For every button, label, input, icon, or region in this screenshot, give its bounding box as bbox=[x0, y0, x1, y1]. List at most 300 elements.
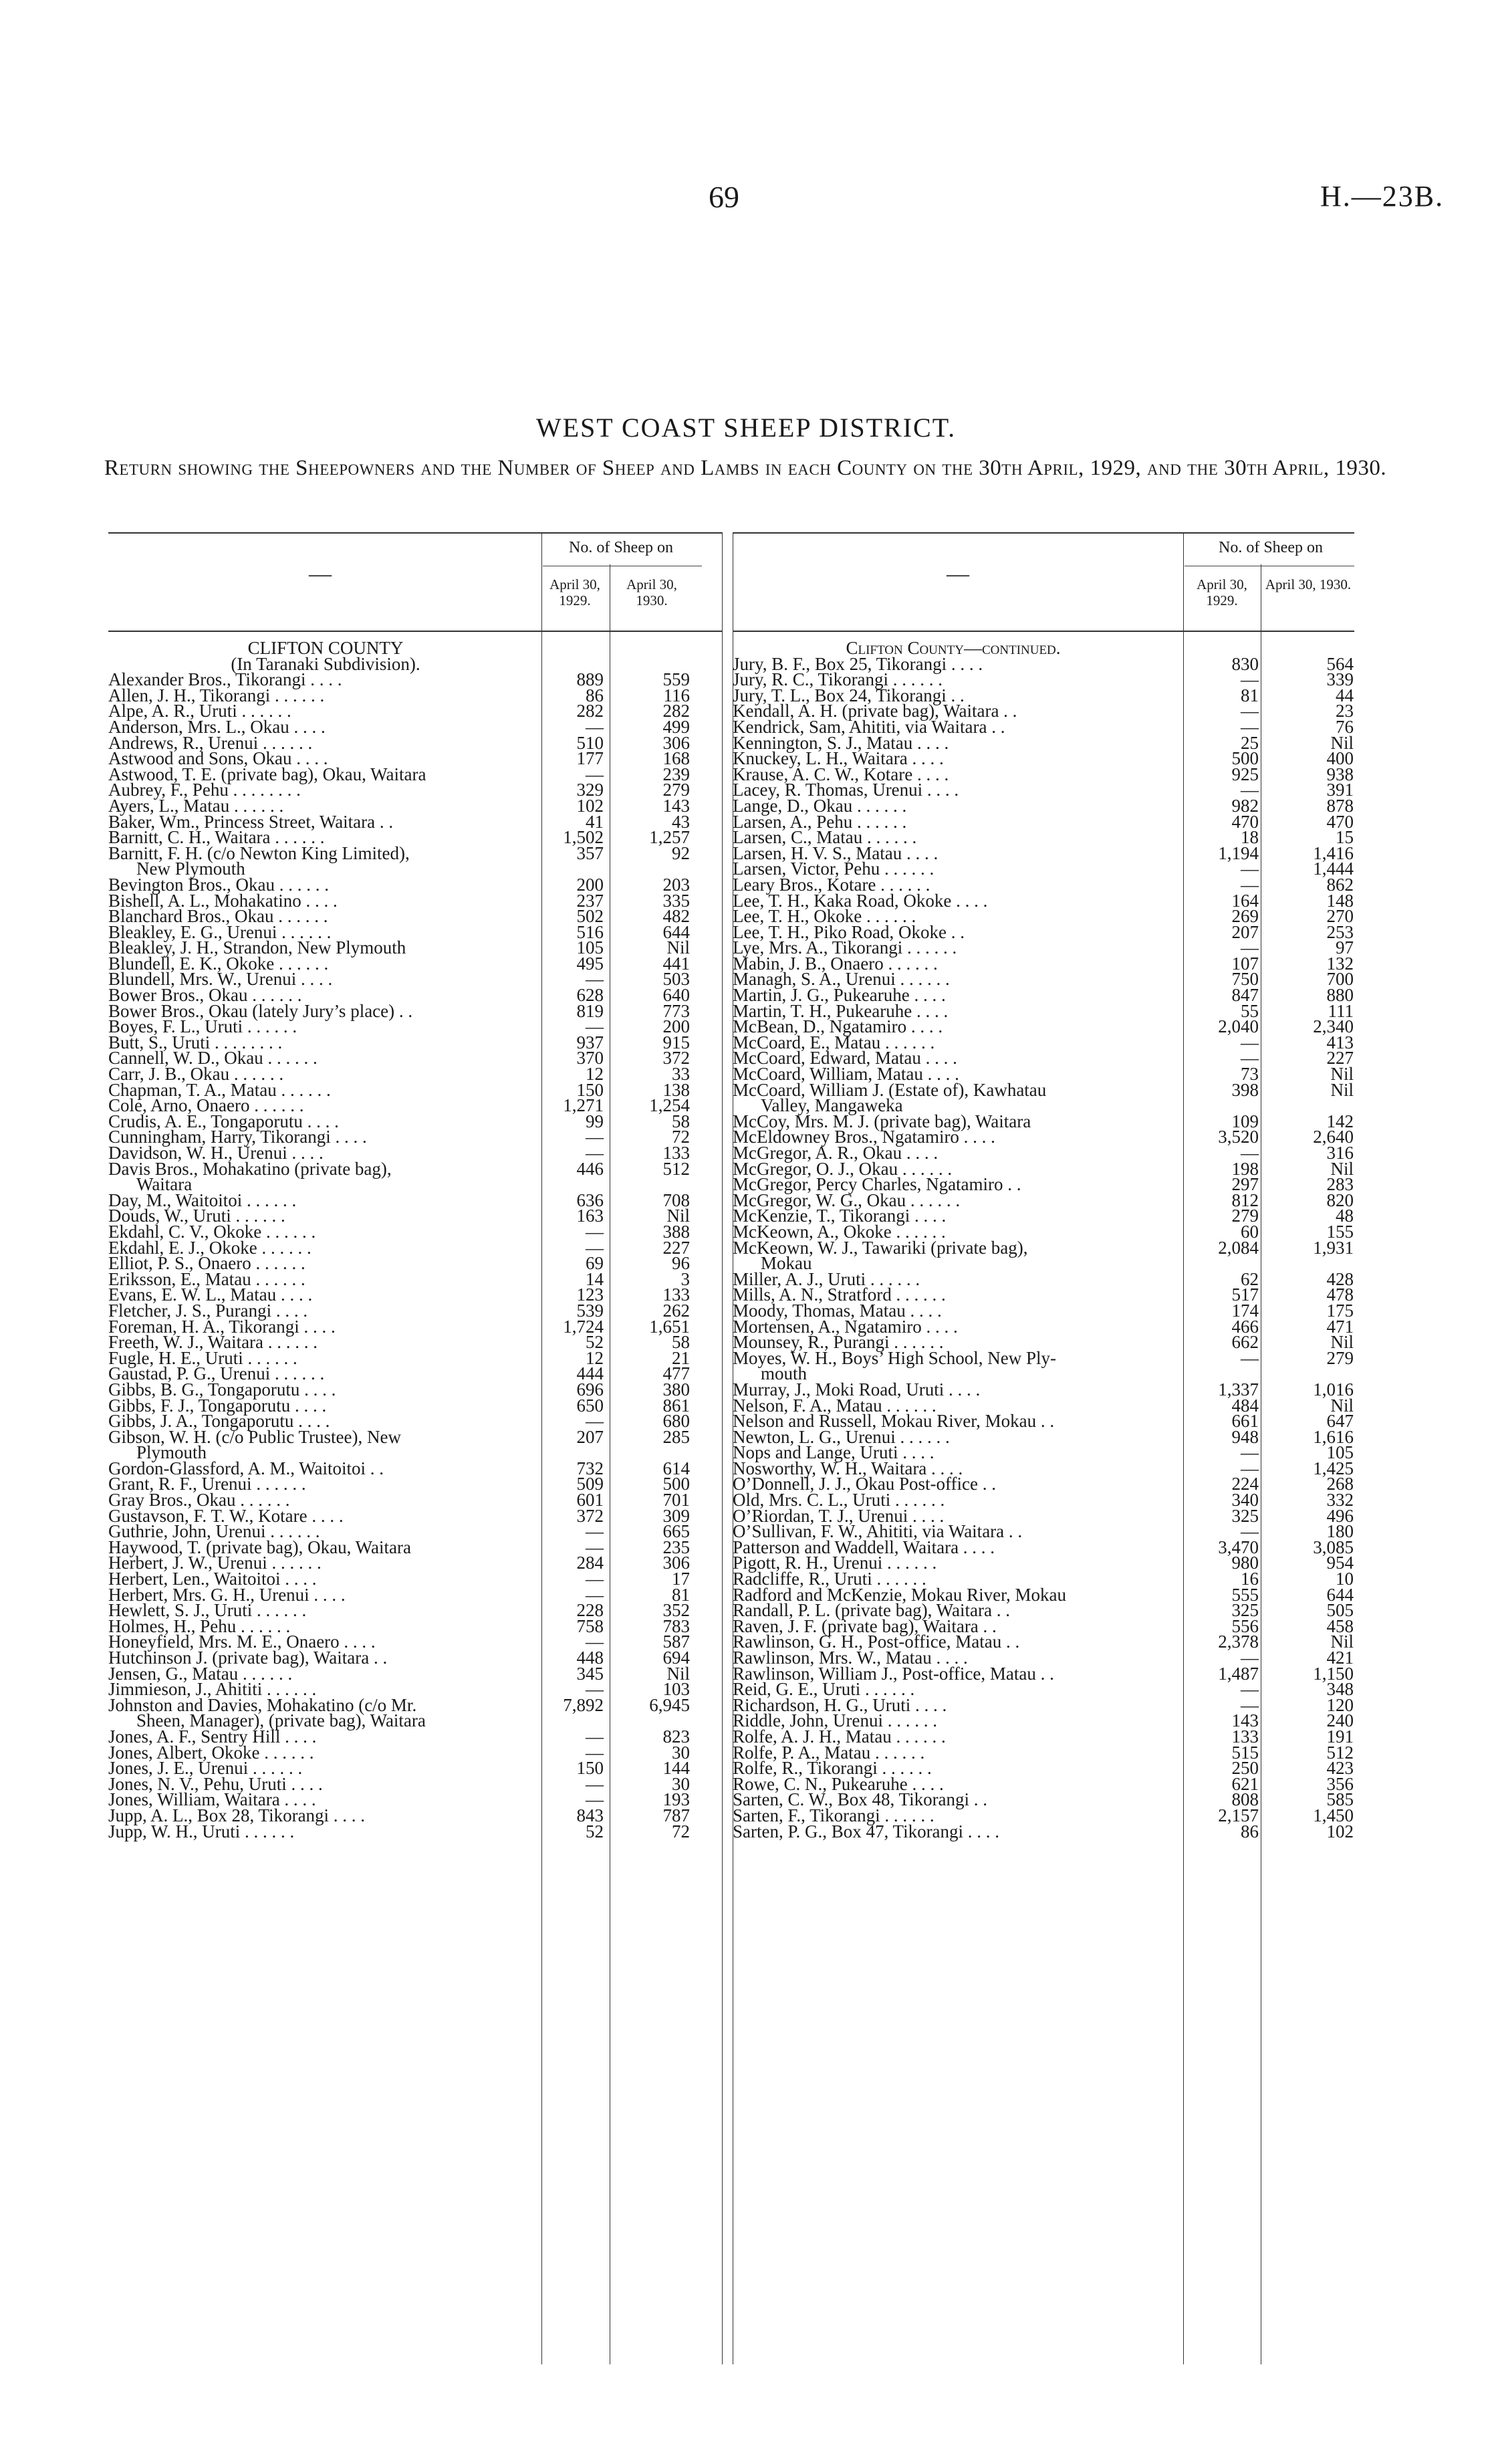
sheep-1930-value: 72 bbox=[672, 1127, 690, 1147]
sheep-1930-value: 694 bbox=[662, 1648, 690, 1668]
sheep-1929-value: 470 bbox=[1231, 811, 1259, 832]
county-heading: Clifton County—continued. bbox=[846, 638, 1061, 658]
sheep-1929-value: 466 bbox=[1231, 1316, 1259, 1337]
sheep-1930-value: 2,340 bbox=[1313, 1016, 1354, 1037]
left-table-body bbox=[108, 638, 722, 1841]
sheep-1929-value: — bbox=[1241, 1458, 1259, 1478]
sheep-1929-value: — bbox=[1241, 1521, 1259, 1542]
sheep-1930-value: 6,945 bbox=[649, 1694, 690, 1715]
name-column-header: — bbox=[309, 562, 332, 586]
owner-name: Pigott, R. H., Urenui . . . . . . bbox=[733, 1553, 937, 1573]
sheep-1929-value: 164 bbox=[1231, 890, 1259, 911]
owner-name: Waitara bbox=[136, 1174, 193, 1195]
sheep-1929-value: 25 bbox=[1241, 732, 1259, 753]
owner-name: Raven, J. F. (private bag), Waitara . . bbox=[733, 1615, 997, 1636]
sheep-1930-value: 823 bbox=[662, 1726, 690, 1747]
sheep-1930-value: 306 bbox=[662, 1553, 690, 1573]
owner-name: McGregor, W. G., Okau . . . . . . bbox=[733, 1190, 961, 1210]
sheep-1929-value: 62 bbox=[1241, 1268, 1259, 1289]
table-row bbox=[733, 1237, 1354, 1258]
sheep-1930-value: 564 bbox=[1326, 653, 1354, 674]
owner-name: Rawlinson, G. H., Post-office, Matau . . bbox=[733, 1632, 1020, 1652]
sheep-1930-value: Nil bbox=[1330, 1079, 1354, 1100]
owner-name: Radcliffe, R., Uruti . . . . . . bbox=[733, 1569, 926, 1589]
sheep-1930-value: 58 bbox=[672, 1111, 690, 1131]
owner-name: Moody, Thomas, Matau . . . . bbox=[733, 1300, 942, 1321]
sheep-1929-value: 55 bbox=[1241, 1000, 1259, 1021]
sheep-1929-value: 12 bbox=[586, 1064, 604, 1085]
owner-name: Miller, A. J., Uruti . . . . . . bbox=[733, 1268, 920, 1289]
sheep-1930-value: 1,254 bbox=[649, 1095, 690, 1116]
table-row bbox=[108, 1821, 722, 1841]
owner-name: Kendall, A. H. (private bag), Waitara . . bbox=[733, 701, 1017, 721]
owner-name: Gordon-Glassford, A. M., Waitoitoi . . bbox=[108, 1458, 384, 1478]
sheep-1929-value: — bbox=[586, 716, 604, 737]
sheep-1930-value: 133 bbox=[662, 1143, 690, 1163]
sheep-1929-value: 123 bbox=[576, 1284, 604, 1305]
sheep-1929-value: — bbox=[586, 1411, 604, 1432]
owner-name: Sarten, C. W., Box 48, Tikorangi . . bbox=[733, 1789, 988, 1810]
owner-name: Larsen, Victor, Pehu . . . . . . bbox=[733, 859, 935, 879]
sheep-1930-value: 585 bbox=[1326, 1789, 1354, 1810]
owner-name: Jones, A. F., Sentry Hill . . . . bbox=[108, 1726, 317, 1747]
sheep-1929-value: 12 bbox=[586, 1347, 604, 1368]
sheep-1929-value: 509 bbox=[576, 1474, 604, 1494]
sheep-1929-value: 628 bbox=[576, 985, 604, 1006]
sheep-1930-value: 458 bbox=[1326, 1615, 1354, 1636]
owner-name: Cannell, W. D., Okau . . . . . . bbox=[108, 1048, 318, 1069]
owner-name: O’Riordan, T. J., Urenui . . . . bbox=[733, 1505, 945, 1526]
owner-name: Lee, T. H., Okoke . . . . . . bbox=[733, 906, 916, 927]
sheep-1929-value: 284 bbox=[576, 1553, 604, 1573]
sheep-1930-value: 105 bbox=[1326, 1442, 1354, 1463]
sheep-1930-value: 339 bbox=[1326, 669, 1354, 690]
owner-name: Alexander Bros., Tikorangi . . . . bbox=[108, 669, 342, 690]
owner-name: McGregor, A. R., Okau . . . . bbox=[733, 1143, 939, 1163]
page-number: 69 bbox=[709, 180, 739, 214]
sheep-1930-value: 155 bbox=[1326, 1221, 1354, 1242]
sheep-1930-value: Nil bbox=[1330, 1395, 1354, 1416]
owner-name: Carr, J. B., Okau . . . . . . bbox=[108, 1064, 284, 1085]
owner-name: McEldowney Bros., Ngatamiro . . . . bbox=[733, 1127, 995, 1147]
sheep-1930-value: 23 bbox=[1336, 701, 1354, 721]
owner-name: Hutchinson J. (private bag), Waitara . . bbox=[108, 1648, 388, 1668]
sheep-1930-value: 203 bbox=[662, 874, 690, 895]
sheep-1930-value: 239 bbox=[662, 764, 690, 784]
sheep-1930-value: 477 bbox=[662, 1363, 690, 1384]
sheep-1930-value: 391 bbox=[1326, 780, 1354, 800]
right-table bbox=[733, 532, 1354, 2364]
sheep-1929-value: 372 bbox=[576, 1505, 604, 1526]
owner-name: Barnitt, C. H., Waitara . . . . . . bbox=[108, 827, 325, 848]
sheep-1930-value: 72 bbox=[672, 1821, 690, 1841]
owner-name: Murray, J., Moki Road, Uruti . . . . bbox=[733, 1379, 981, 1399]
owner-name: Bleakley, E. G., Urenui . . . . . . bbox=[108, 921, 332, 942]
sheep-1930-value: 227 bbox=[1326, 1048, 1354, 1069]
col-1929-header: April 30, 1929. bbox=[1197, 576, 1247, 608]
sheep-1929-value: 556 bbox=[1231, 1615, 1259, 1636]
sheep-1929-value: 250 bbox=[1231, 1758, 1259, 1779]
sheep-1929-value: 448 bbox=[576, 1648, 604, 1668]
sheep-1930-value: 132 bbox=[1326, 953, 1354, 974]
sheep-1929-value: — bbox=[586, 969, 604, 990]
sheep-1930-value: Nil bbox=[1330, 1158, 1354, 1179]
owner-name: Mabin, J. B., Onaero . . . . . . bbox=[733, 953, 938, 974]
sheep-1930-value: 111 bbox=[1328, 1000, 1354, 1021]
owner-name: Jimmieson, J., Ahititi . . . . . . bbox=[108, 1679, 317, 1700]
sheep-1930-value: Nil bbox=[1330, 1332, 1354, 1353]
sheep-1929-value: — bbox=[586, 1742, 604, 1763]
sheep-1929-value: — bbox=[1241, 1048, 1259, 1069]
sheep-1930-value: 143 bbox=[662, 795, 690, 816]
sheep-1930-value: 21 bbox=[672, 1347, 690, 1368]
table-row bbox=[108, 1158, 722, 1179]
owner-name: McCoard, Edward, Matau . . . . bbox=[733, 1048, 957, 1069]
owner-name: Gibbs, F. J., Tongaporutu . . . . bbox=[108, 1395, 327, 1416]
owner-name: Jury, T. L., Box 24, Tikorangi . . bbox=[733, 685, 965, 705]
sheep-1930-value: 116 bbox=[663, 685, 690, 705]
sheep-1930-value: 421 bbox=[1326, 1648, 1354, 1668]
owner-name: Bower Bros., Okau (lately Jury’s place) . . bbox=[108, 1000, 413, 1021]
sheep-1930-value: 496 bbox=[1326, 1505, 1354, 1526]
sheep-1929-value: — bbox=[586, 1679, 604, 1700]
sheep-1929-value: 662 bbox=[1231, 1332, 1259, 1353]
sheep-1929-value: — bbox=[586, 1726, 604, 1747]
sheep-1929-value: 282 bbox=[576, 701, 604, 721]
sheep-1929-value: 1,271 bbox=[563, 1095, 604, 1116]
owner-name: Nelson and Russell, Mokau River, Mokau . . bbox=[733, 1411, 1055, 1432]
sheep-1930-value: 81 bbox=[672, 1584, 690, 1605]
sheep-1929-value: — bbox=[586, 1569, 604, 1589]
sheep-1929-value: 732 bbox=[576, 1458, 604, 1478]
sheep-1930-value: 512 bbox=[662, 1158, 690, 1179]
sheep-1930-value: 644 bbox=[1326, 1584, 1354, 1605]
owner-name: Cunningham, Harry, Tikorangi . . . . bbox=[108, 1127, 367, 1147]
owner-name: Evans, E. W. L., Matau . . . . bbox=[108, 1284, 313, 1305]
owner-name: McGregor, Percy Charles, Ngatamiro . . bbox=[733, 1174, 1021, 1195]
sheep-1929-value: 86 bbox=[1241, 1821, 1259, 1841]
owner-name: Valley, Mangaweka bbox=[761, 1095, 903, 1116]
sheep-1930-value: 783 bbox=[662, 1615, 690, 1636]
sheep-1929-value: 102 bbox=[576, 795, 604, 816]
sheep-1930-value: 500 bbox=[662, 1474, 690, 1494]
sheep-1929-value: — bbox=[586, 1537, 604, 1557]
owner-name: Ayers, L., Matau . . . . . . bbox=[108, 795, 284, 816]
sheep-1930-value: 1,651 bbox=[649, 1316, 690, 1337]
sheep-1929-value: 329 bbox=[576, 780, 604, 800]
sheep-1929-value: 661 bbox=[1231, 1411, 1259, 1432]
sheep-1930-value: 102 bbox=[1326, 1821, 1354, 1841]
owner-name: Richardson, H. G., Uruti . . . . bbox=[733, 1694, 947, 1715]
sheep-1929-value: — bbox=[586, 1773, 604, 1794]
sheep-1929-value: 107 bbox=[1231, 953, 1259, 974]
sheep-1930-value: 1,257 bbox=[649, 827, 690, 848]
owner-name: Astwood and Sons, Okau . . . . bbox=[108, 748, 328, 769]
page-reference: H.—23B. bbox=[1320, 180, 1445, 213]
sheep-1929-value: — bbox=[586, 764, 604, 784]
owner-name: Moyes, W. H., Boys’ High School, New Ply- bbox=[733, 1347, 1057, 1368]
sheep-1929-value: 177 bbox=[576, 748, 604, 769]
owner-name: Gaustad, P. G., Urenui . . . . . . bbox=[108, 1363, 325, 1384]
sheep-1929-value: 150 bbox=[576, 1758, 604, 1779]
sheep-1929-value: — bbox=[1241, 1442, 1259, 1463]
sheep-1929-value: 847 bbox=[1231, 985, 1259, 1006]
sheep-1930-value: 773 bbox=[662, 1000, 690, 1021]
sheep-1929-value: 52 bbox=[586, 1332, 604, 1353]
sheep-1930-value: 96 bbox=[672, 1253, 690, 1274]
table-row bbox=[733, 1347, 1354, 1368]
sheep-1930-value: 708 bbox=[662, 1190, 690, 1210]
owner-name: Sarten, F., Tikorangi . . . . . . bbox=[733, 1805, 935, 1825]
owner-name: Blanchard Bros., Okau . . . . . . bbox=[108, 906, 328, 927]
owner-name: Grant, R. F., Urenui . . . . . . bbox=[108, 1474, 306, 1494]
sheep-1929-value: 81 bbox=[1241, 685, 1259, 705]
sheep-1930-value: 640 bbox=[662, 985, 690, 1006]
sheep-1929-value: — bbox=[1241, 1032, 1259, 1052]
owner-name: Davidson, W. H., Urenui . . . . bbox=[108, 1143, 324, 1163]
sheep-1929-value: — bbox=[586, 1584, 604, 1605]
sheep-1930-value: 309 bbox=[662, 1505, 690, 1526]
owner-name: New Plymouth bbox=[136, 859, 245, 879]
sheep-1929-value: 150 bbox=[576, 1079, 604, 1100]
owner-name: Douds, W., Uruti . . . . . . bbox=[108, 1206, 285, 1226]
sheep-1929-value: 621 bbox=[1231, 1773, 1259, 1794]
sheep-1929-value: 948 bbox=[1231, 1426, 1259, 1447]
sheep-1930-value: 33 bbox=[672, 1064, 690, 1085]
owner-name: Anderson, Mrs. L., Okau . . . . bbox=[108, 716, 326, 737]
sheep-1929-value: — bbox=[1241, 669, 1259, 690]
sheep-1930-value: 470 bbox=[1326, 811, 1354, 832]
sheep-1929-value: 207 bbox=[1231, 921, 1259, 942]
owner-name: Fugle, H. E., Uruti . . . . . . bbox=[108, 1347, 297, 1368]
name-column-header: — bbox=[947, 562, 969, 586]
sheep-1930-value: 133 bbox=[662, 1284, 690, 1305]
sheep-1930-value: 700 bbox=[1326, 969, 1354, 990]
owner-name: O’Sullivan, F. W., Ahititi, via Waitara . . bbox=[733, 1521, 1023, 1542]
owner-name: Bower Bros., Okau . . . . . . bbox=[108, 985, 302, 1006]
sheep-1929-value: 636 bbox=[576, 1190, 604, 1210]
sheep-1930-value: 413 bbox=[1326, 1032, 1354, 1052]
owner-name: Randall, P. L. (private bag), Waitara . . bbox=[733, 1600, 1010, 1621]
owner-name: Nelson, F. A., Matau . . . . . . bbox=[733, 1395, 937, 1416]
sheep-1930-value: 647 bbox=[1326, 1411, 1354, 1432]
sheep-1929-value: — bbox=[586, 1632, 604, 1652]
owner-name: Chapman, T. A., Matau . . . . . . bbox=[108, 1079, 331, 1100]
sheep-1930-value: 938 bbox=[1326, 764, 1354, 784]
sheep-1929-value: 1,337 bbox=[1218, 1379, 1259, 1399]
owner-name: Managh, S. A., Urenui . . . . . . bbox=[733, 969, 950, 990]
owner-name: Nops and Lange, Uruti . . . . bbox=[733, 1442, 935, 1463]
sheep-1930-value: 76 bbox=[1336, 716, 1354, 737]
sheep-1930-value: 240 bbox=[1326, 1710, 1354, 1731]
sheep-1930-value: Nil bbox=[666, 1206, 690, 1226]
owner-name: Crudis, A. E., Tongaporutu . . . . bbox=[108, 1111, 339, 1131]
sheep-count-group-header: No. of Sheep on bbox=[1219, 539, 1323, 556]
sheep-1930-value: 168 bbox=[662, 748, 690, 769]
owner-name: Knuckey, L. H., Waitara . . . . bbox=[733, 748, 944, 769]
owner-name: Johnston and Davies, Mohakatino (c/o Mr. bbox=[108, 1694, 417, 1715]
owner-name: Krause, A. C. W., Kotare . . . . bbox=[733, 764, 949, 784]
owner-name: Baker, Wm., Princess Street, Waitara . . bbox=[108, 811, 394, 832]
sheep-1929-value: 269 bbox=[1231, 906, 1259, 927]
sheep-1929-value: 18 bbox=[1241, 827, 1259, 848]
owner-name: Mills, A. N., Stratford . . . . . . bbox=[733, 1284, 946, 1305]
owner-name: Gibson, W. H. (c/o Public Trustee), New bbox=[108, 1426, 401, 1447]
sheep-1929-value: 3,470 bbox=[1218, 1537, 1259, 1557]
sheep-1929-value: 500 bbox=[1231, 748, 1259, 769]
sheep-1929-value: — bbox=[586, 1143, 604, 1163]
owner-name: Bleakley, J. H., Strandon, New Plymouth bbox=[108, 937, 406, 958]
sheep-1929-value: — bbox=[1241, 937, 1259, 958]
owner-name: McKenzie, T., Tikorangi . . . . bbox=[733, 1206, 947, 1226]
owner-name: Rawlinson, Mrs. W., Matau . . . . bbox=[733, 1648, 968, 1668]
owner-name: Cole, Arno, Onaero . . . . . . bbox=[108, 1095, 304, 1116]
owner-name: Gibbs, J. A., Tongaporutu . . . . bbox=[108, 1411, 330, 1432]
sheep-1929-value: 207 bbox=[576, 1426, 604, 1447]
sheep-1929-value: — bbox=[586, 1521, 604, 1542]
sheep-1929-value: 925 bbox=[1231, 764, 1259, 784]
sheep-1930-value: 861 bbox=[662, 1395, 690, 1416]
owner-name: Lacey, R. Thomas, Urenui . . . . bbox=[733, 780, 959, 800]
sheep-1930-value: 316 bbox=[1326, 1143, 1354, 1163]
sheep-1929-value: 174 bbox=[1231, 1300, 1259, 1321]
owner-name: McCoard, William, Matau . . . . bbox=[733, 1064, 959, 1085]
owner-name: McCoard, William J. (Estate of), Kawhatau bbox=[733, 1079, 1047, 1100]
sheep-1930-value: 282 bbox=[662, 701, 690, 721]
owner-name: Gustavson, F. T. W., Kotare . . . . bbox=[108, 1505, 344, 1526]
sheep-1930-value: 30 bbox=[672, 1742, 690, 1763]
sheep-1930-value: 352 bbox=[662, 1600, 690, 1621]
sheep-1929-value: — bbox=[1241, 1143, 1259, 1163]
sheep-1929-value: 555 bbox=[1231, 1584, 1259, 1605]
owner-name: Lye, Mrs. A., Tikorangi . . . . . . bbox=[733, 937, 957, 958]
sheep-1930-value: Nil bbox=[666, 937, 690, 958]
col-1929-header: April 30, 1929. bbox=[549, 576, 600, 608]
sheep-1930-value: 614 bbox=[662, 1458, 690, 1478]
sheep-1929-value: — bbox=[1241, 1648, 1259, 1668]
sheep-1929-value: 325 bbox=[1231, 1505, 1259, 1526]
sheep-1930-value: 253 bbox=[1326, 921, 1354, 942]
owner-name: Blundell, E. K., Okoke . . . . . . bbox=[108, 953, 329, 974]
sheep-1930-value: 17 bbox=[672, 1569, 690, 1589]
sheep-1929-value: 516 bbox=[576, 921, 604, 942]
page-subtitle: Return showing the Sheepowners and the Number of Sheep and Lambs in each County on the 30th April, 1929, and the 30th April, 1930. bbox=[104, 456, 1387, 480]
owner-name: McBean, D., Ngatamiro . . . . bbox=[733, 1016, 943, 1037]
sheep-1929-value: 750 bbox=[1231, 969, 1259, 990]
sheep-1929-value: 109 bbox=[1231, 1111, 1259, 1131]
sheep-1930-value: 1,616 bbox=[1313, 1426, 1354, 1447]
sheep-1930-value: 191 bbox=[1326, 1726, 1354, 1747]
owner-name: Freeth, W. J., Waitara . . . . . . bbox=[108, 1332, 318, 1353]
sheep-1930-value: 348 bbox=[1326, 1679, 1354, 1700]
sheep-1929-value: 60 bbox=[1241, 1221, 1259, 1242]
sheep-1930-value: 1,150 bbox=[1313, 1663, 1354, 1684]
sheep-1930-value: 92 bbox=[672, 843, 690, 863]
right-table-body bbox=[733, 638, 1354, 1841]
sheep-1930-value: 587 bbox=[662, 1632, 690, 1652]
sheep-1930-value: 2,640 bbox=[1313, 1127, 1354, 1147]
sheep-1929-value: — bbox=[586, 1237, 604, 1258]
sheep-1930-value: 3 bbox=[680, 1268, 690, 1289]
sheep-1929-value: 2,084 bbox=[1218, 1237, 1259, 1258]
sheep-1929-value: — bbox=[586, 1127, 604, 1147]
sheep-1930-value: 279 bbox=[662, 780, 690, 800]
sheep-1929-value: 843 bbox=[576, 1805, 604, 1825]
sheep-1930-value: 505 bbox=[1326, 1600, 1354, 1621]
sheep-1930-value: Nil bbox=[1330, 1632, 1354, 1652]
sheep-1930-value: 283 bbox=[1326, 1174, 1354, 1195]
sheep-1930-value: 200 bbox=[662, 1016, 690, 1037]
owner-name: Guthrie, John, Urenui . . . . . . bbox=[108, 1521, 320, 1542]
owner-name: Fletcher, J. S., Purangi . . . . bbox=[108, 1300, 308, 1321]
owner-name: Eriksson, E., Matau . . . . . . bbox=[108, 1268, 305, 1289]
owner-name: Riddle, John, Urenui . . . . . . bbox=[733, 1710, 937, 1731]
owner-name: Rolfe, A. J. H., Matau . . . . . . bbox=[733, 1726, 946, 1747]
sheep-1930-value: 235 bbox=[662, 1537, 690, 1557]
sheep-1929-value: 398 bbox=[1231, 1079, 1259, 1100]
sheep-1929-value: 163 bbox=[576, 1206, 604, 1226]
owner-name: Haywood, T. (private bag), Okau, Waitara bbox=[108, 1537, 411, 1557]
sheep-1930-value: 680 bbox=[662, 1411, 690, 1432]
sheep-1929-value: 279 bbox=[1231, 1206, 1259, 1226]
sheep-1930-value: 103 bbox=[662, 1679, 690, 1700]
sheep-1930-value: 441 bbox=[662, 953, 690, 974]
owner-name: Boyes, F. L., Uruti . . . . . . bbox=[108, 1016, 297, 1037]
owner-name: Lee, T. H., Kaka Road, Okoke . . . . bbox=[733, 890, 988, 911]
owner-name: Ekdahl, E. J., Okoke . . . . . . bbox=[108, 1237, 312, 1258]
sheep-1929-value: 16 bbox=[1241, 1569, 1259, 1589]
owner-name: Nosworthy, W. H., Waitara . . . . bbox=[733, 1458, 963, 1478]
owner-name: Herbert, Mrs. G. H., Urenui . . . . bbox=[108, 1584, 346, 1605]
owner-name: Jury, R. C., Tikorangi . . . . . . bbox=[733, 669, 943, 690]
sheep-1930-value: 270 bbox=[1326, 906, 1354, 927]
owner-name: Newton, L. G., Urenui . . . . . . bbox=[733, 1426, 950, 1447]
sheep-1930-value: 15 bbox=[1336, 827, 1354, 848]
owner-name: Barnitt, F. H. (c/o Newton King Limited), bbox=[108, 843, 410, 863]
sheep-1929-value: 2,040 bbox=[1218, 1016, 1259, 1037]
owner-name: Bishell, A. L., Mohakatino . . . . bbox=[108, 890, 338, 911]
owner-name: Herbert, J. W., Urenui . . . . . . bbox=[108, 1553, 322, 1573]
sheep-1930-value: 644 bbox=[662, 921, 690, 942]
owner-name: Martin, J. G., Pukearuhe . . . . bbox=[733, 985, 946, 1006]
owner-name: Blundell, Mrs. W., Urenui . . . . bbox=[108, 969, 333, 990]
sheep-1930-value: 97 bbox=[1336, 937, 1354, 958]
sheep-1930-value: 10 bbox=[1336, 1569, 1354, 1589]
sheep-1929-value: 510 bbox=[576, 732, 604, 753]
owner-name: Jury, B. F., Box 25, Tikorangi . . . . bbox=[733, 653, 983, 674]
sheep-1929-value: 200 bbox=[576, 874, 604, 895]
sheep-1929-value: 1,502 bbox=[563, 827, 604, 848]
sheep-1929-value: — bbox=[1241, 716, 1259, 737]
sheep-1929-value: 808 bbox=[1231, 1789, 1259, 1810]
sheep-1930-value: 1,444 bbox=[1313, 859, 1354, 879]
owner-name: Lange, D., Okau . . . . . . bbox=[733, 795, 907, 816]
sheep-1930-value: 262 bbox=[662, 1300, 690, 1321]
owner-name: Butt, S., Uruti . . . . . . . . bbox=[108, 1032, 283, 1052]
sheep-1929-value: 52 bbox=[586, 1821, 604, 1841]
sheep-1930-value: 471 bbox=[1326, 1316, 1354, 1337]
sheep-1930-value: 954 bbox=[1326, 1553, 1354, 1573]
owner-name: Day, M., Waitoitoi . . . . . . bbox=[108, 1190, 297, 1210]
owner-name: Holmes, H., Pehu . . . . . . bbox=[108, 1615, 291, 1636]
sheep-1929-value: 812 bbox=[1231, 1190, 1259, 1210]
sheep-1930-value: 48 bbox=[1336, 1206, 1354, 1226]
owner-name: Plymouth bbox=[136, 1442, 207, 1463]
sheep-1929-value: 539 bbox=[576, 1300, 604, 1321]
sheep-1930-value: 142 bbox=[1326, 1111, 1354, 1131]
sheep-1930-value: 44 bbox=[1336, 685, 1354, 705]
owner-name: Kennington, S. J., Matau . . . . bbox=[733, 732, 949, 753]
